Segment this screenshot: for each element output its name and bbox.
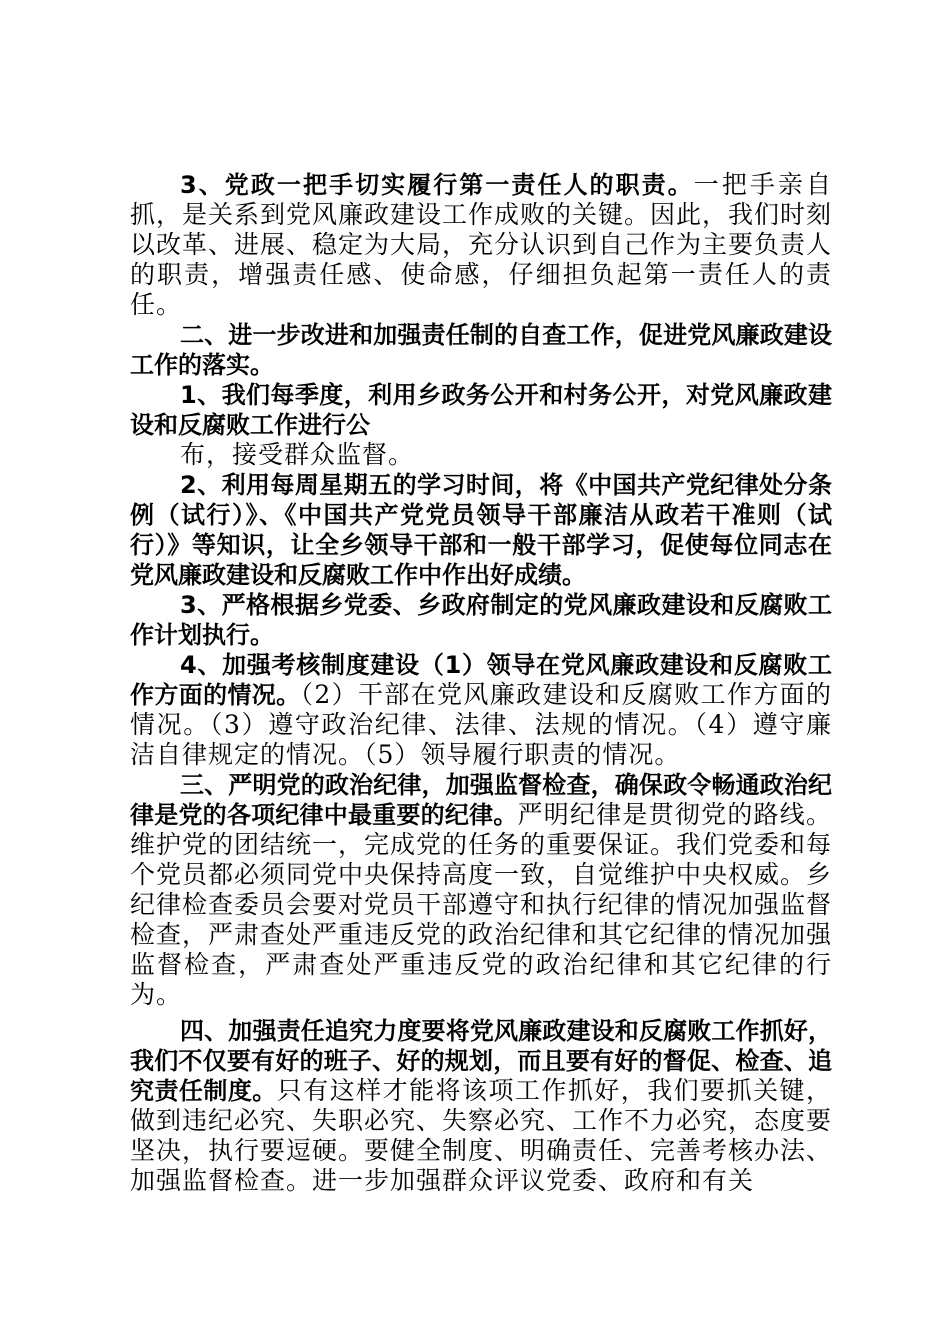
- paragraph-4: [130, 440, 832, 470]
- paragraph-1: [130, 170, 832, 320]
- paragraph-3-heading: 1、我们每季度，利用乡政务公开和村务公开，对党风廉政建设和反腐败工作进行公: [130, 381, 832, 439]
- document-page: [130, 170, 832, 1196]
- paragraph-8: [130, 770, 832, 1010]
- paragraph-6-heading: 3、严格根据乡党委、乡政府制定的党风廉政建设和反腐败工作计划执行。: [130, 591, 832, 649]
- paragraph-9-body: 只有这样才能将该项工作抓好，我们要抓关键，做到违纪必究、失职必究、失察必究、工作不力必究，态度要坚决，执行要逗硬。要健全制度、明确责任、完善考核办法、加强监督检查。进一步加强群众评议党委、政府和有关: [130, 1076, 833, 1195]
- paragraph-4-body: 布，接受群众监督。: [180, 440, 415, 469]
- paragraph-5-heading: 2、利用每周星期五的学习时间，将《中国共产党纪律处分条例（试行）》、《中国共产党党员领导干部廉洁从政若干准则（试行）》等知识，让全乡领导干部和一般干部学习，促使每位同志在党风廉政建设和反腐败工作中作出好成绩。: [130, 471, 832, 589]
- paragraph-8-body: 严明纪律是贯彻党的路线。维护党的团结统一，完成党的任务的重要保证。我们党委和每个党员都必须同党中央保持高度一致，自觉维护中央权威。乡纪律检查委员会要对党员干部遵守和执行纪律的情况加强监督检查，严肃查处严重违反党的政治纪律和其它纪律的情况加强监督检查，严肃查处严重违反党的政治纪律和其它纪律的行为。: [130, 800, 833, 1009]
- paragraph-7-heading: 4、加强考核制度建设（1）领导在党风廉政建设和反腐败工作方面的情况。: [130, 651, 832, 709]
- paragraph-8-heading: 三、严明党的政治纪律，加强监督检查，确保政令畅通政治纪律是党的各项纪律中最重要的纪律。: [130, 771, 832, 829]
- paragraph-5: [130, 470, 832, 590]
- paragraph-3: [130, 380, 832, 440]
- paragraph-7-body: （2）干部在党风廉政建设和反腐败工作方面的情况。（3）遵守政治纪律、法律、法规的情况。（4）遵守廉洁自律规定的情况。（5）领导履行职责的情况。: [130, 680, 832, 769]
- paragraph-6: [130, 590, 832, 650]
- paragraph-9: [130, 1016, 832, 1196]
- paragraph-2-heading: 二、进一步改进和加强责任制的自查工作，促进党风廉政建设工作的落实。: [130, 321, 832, 379]
- paragraph-7: [130, 650, 832, 770]
- paragraph-2: [130, 320, 832, 380]
- paragraph-9-heading: 四、加强责任追究力度要将党风廉政建设和反腐败工作抓好，我们不仅要有好的班子、好的规划，而且要有好的督促、检查、追究责任制度。: [130, 1017, 832, 1105]
- paragraph-1-body: 一把手亲自抓，是关系到党风廉政建设工作成败的关键。因此，我们时刻以改革、进展、稳定为大局，充分认识到自己作为主要负责人的职责，增强责任感、使命感，仔细担负起第一责任人的责任。: [130, 170, 833, 319]
- paragraph-1-heading: 3、党政一把手切实履行第一责任人的职责。: [180, 171, 694, 199]
